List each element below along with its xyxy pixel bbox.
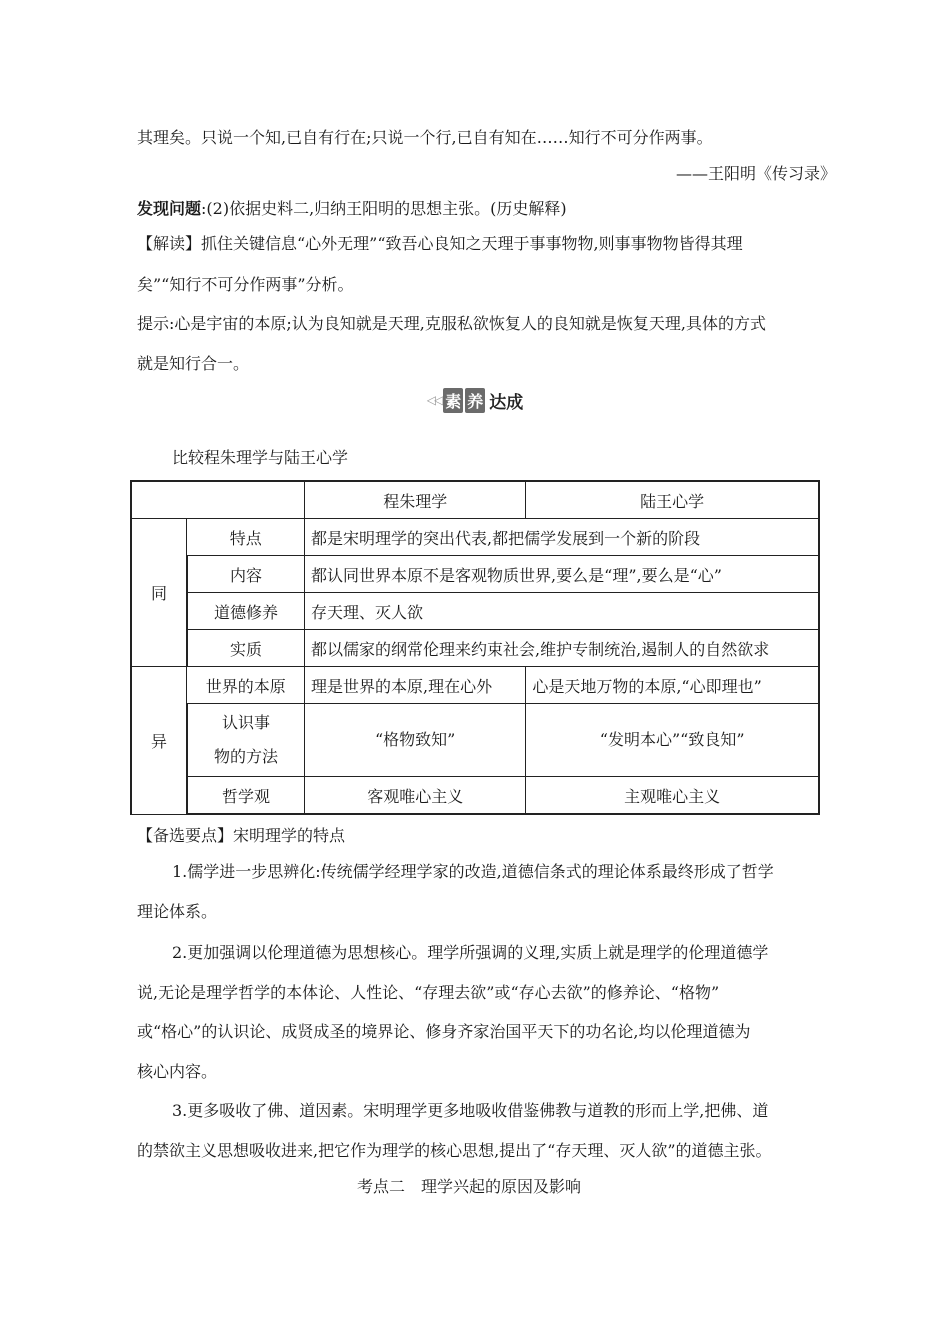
diff-label: 异: [131, 667, 187, 815]
table-caption: 比较程朱理学与陆王心学: [172, 448, 349, 467]
interpretation-line-1: 【解读】抓住关键信息“心外无理”“致吾心良知之天理于事事物物,则事事物物皆得其理: [137, 234, 743, 253]
row-value: 存天理、灭人欲: [305, 593, 819, 630]
table-header-row: [131, 481, 819, 519]
point-2-line-1: 2.更加强调以伦理道德为思想核心。理学所强调的义理,实质上就是理学的伦理道德学: [172, 943, 769, 962]
row-aspect: 特点: [187, 519, 305, 556]
row-value-cheng-zhu: 客观唯心主义: [305, 777, 526, 815]
header-lu-wang: 陆王心学: [526, 481, 819, 519]
quote-line: 其理矣。只说一个知,已自有行在;只说一个行,已自有知在……知行不可分作两事。: [137, 128, 713, 147]
row-aspect: 哲学观: [187, 777, 305, 815]
interpretation-line-2: 矣”“知行不可分作两事”分析。: [137, 275, 354, 294]
row-value: 都以儒家的纲常伦理来约束社会,维护专制统治,遏制人的自然欲求: [305, 630, 819, 667]
question-line: [137, 199, 567, 219]
header-cheng-zhu: 程朱理学: [305, 481, 526, 519]
row-aspect: 内容: [187, 556, 305, 593]
point-2-line-3: 或“格心”的认识论、成贤成圣的境界论、修身齐家治国平天下的功名论,均以伦理道德为: [137, 1022, 751, 1041]
table-row: [131, 777, 819, 815]
next-section-heading: 考点二 理学兴起的原因及影响: [357, 1177, 582, 1196]
point-2-line-2: 说,无论是理学哲学的本体论、人性论、“存理去欲”或“存心去欲”的修养论、“格物”: [137, 983, 720, 1002]
row-value-cheng-zhu: “格物致知”: [305, 704, 526, 777]
row-aspect: 世界的本原: [187, 667, 305, 704]
question-text: :(2)依据史料二,归纳王阳明的思想主张。(历史解释): [201, 199, 567, 218]
row-value: 都是宋明理学的突出代表,都把儒学发展到一个新的阶段: [305, 519, 819, 556]
quote-source: ——王阳明《传习录》: [676, 164, 837, 183]
row-value: 都认同世界本原不是客观物质世界,要么是“理”,要么是“心”: [305, 556, 819, 593]
hint-line-2: 就是知行合一。: [137, 354, 250, 373]
header-empty-cell: [131, 481, 305, 519]
banner-arrows-icon: ◁◁: [426, 393, 442, 407]
point-3-line-2: 的禁欲主义思想吸收进来,把它作为理学的核心思想,提出了“存天理、灭人欲”的道德主张。: [137, 1141, 772, 1160]
point-1-line-2: 理论体系。: [137, 902, 218, 921]
row-value-lu-wang: 心是天地万物的本原,“心即理也”: [526, 667, 819, 704]
table-row: [131, 630, 819, 667]
section-banner: [412, 386, 538, 414]
table-row: [131, 667, 819, 704]
row-aspect: [187, 704, 305, 777]
table-row: [131, 704, 819, 777]
point-2-line-4: 核心内容。: [137, 1062, 218, 1081]
row-value-cheng-zhu: 理是世界的本原,理在心外: [305, 667, 526, 704]
question-label: 发现问题: [137, 199, 202, 218]
row-aspect: 实质: [187, 630, 305, 667]
banner-tail: 达成: [489, 392, 524, 413]
row-aspect-line-1: 认识事: [221, 713, 270, 732]
table-row: [131, 519, 819, 556]
banner-box-2: 养: [465, 388, 485, 413]
row-value-lu-wang: “发明本心”“致良知”: [526, 704, 819, 777]
hint-line-1: 提示:心是宇宙的本原;认为良知就是天理,克服私欲恢复人的良知就是恢复天理,具体的方式: [137, 314, 766, 333]
row-aspect-line-2: 物的方法: [213, 747, 278, 766]
table-row: [131, 556, 819, 593]
row-aspect: 道德修养: [187, 593, 305, 630]
same-label: 同: [131, 519, 187, 667]
row-value-lu-wang: 主观唯心主义: [526, 777, 819, 815]
point-3-line-1: 3.更多吸收了佛、道因素。宋明理学更多地吸收借鉴佛教与道教的形而上学,把佛、道: [172, 1101, 769, 1120]
points-title: 【备选要点】宋明理学的特点: [137, 826, 346, 845]
banner-box-1: 素: [443, 388, 463, 413]
comparison-table: [130, 480, 820, 815]
table-row: [131, 593, 819, 630]
point-1-line-1: 1.儒学进一步思辨化:传统儒学经理学家的改造,道德信条式的理论体系最终形成了哲学: [172, 862, 774, 881]
